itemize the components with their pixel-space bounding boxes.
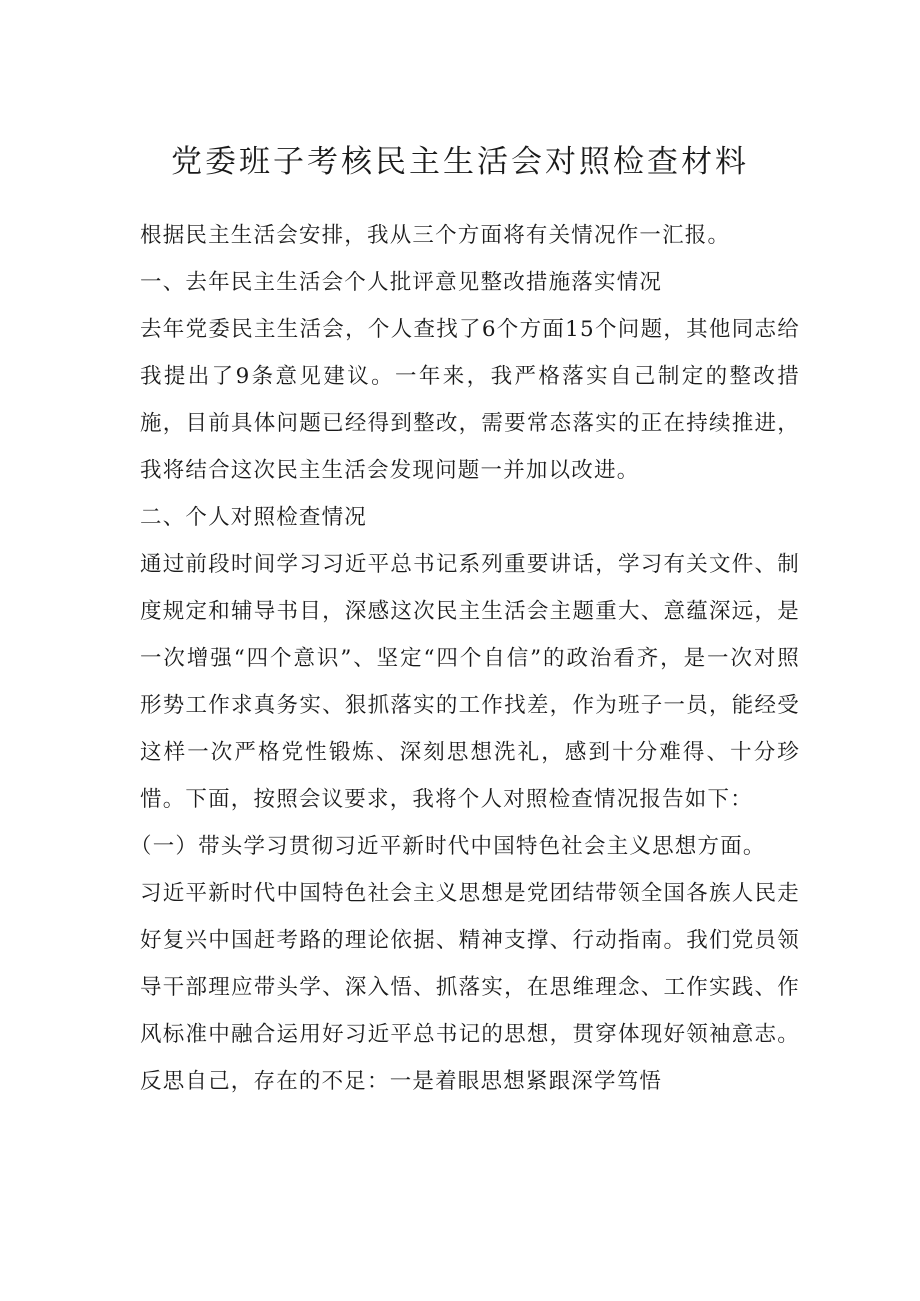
paragraph-self-examination: 通过前段时间学习习近平总书记系列重要讲话，学习有关文件、制度规定和辅导书目，深感这次民主生活会主题重大、意蕴深远，是一次增强“四个意识”、坚定“四个自信”的政治看齐，是一次对照形势工作求真务实、狠抓落实的工作找差，作为班子一员，能经受这样一次严格党性锻炼、深刻思想洗礼，感到十分难得、十分珍惜。下面，按照会议要求，我将个人对照检查情况报告如下：: [140, 552, 800, 812]
paragraph-study-thought: 习近平新时代中国特色社会主义思想是党团结带领全国各族人民走好复兴中国赶考路的理论依据、精神支撑、行动指南。我们党员领导干部理应带头学、深入悟、抓落实，在思维理念、工作实践、作风标准中融合运用好习近平总书记的思想，贯穿体现好领袖意志。反思自己，存在的不足：一是着眼思想紧跟深学笃悟: [140, 881, 800, 1094]
document-title: 党委班子考核民主生活会对照检查材料: [171, 144, 749, 180]
paragraph-intro: 根据民主生活会安排，我从三个方面将有关情况作一汇报。: [140, 223, 731, 248]
subsection-heading-1: （一）带头学习贯彻习近平新时代中国特色社会主义思想方面。: [130, 834, 766, 859]
paragraph-rectification: 去年党委民主生活会，个人查找了6个方面15个问题，其他同志给我提出了9条意见建议。一年来，我严格落实自己制定的整改措施，目前具体问题已经得到整改，需要常态落实的正在持续推进，我将结合这次民主生活会发现问题一并加以改进。: [140, 317, 800, 483]
section-heading-2: 二、个人对照检查情况: [140, 505, 368, 530]
section-heading-1: 一、去年民主生活会个人批评意见整改措施落实情况: [140, 270, 663, 295]
document-body: [130, 212, 800, 1105]
